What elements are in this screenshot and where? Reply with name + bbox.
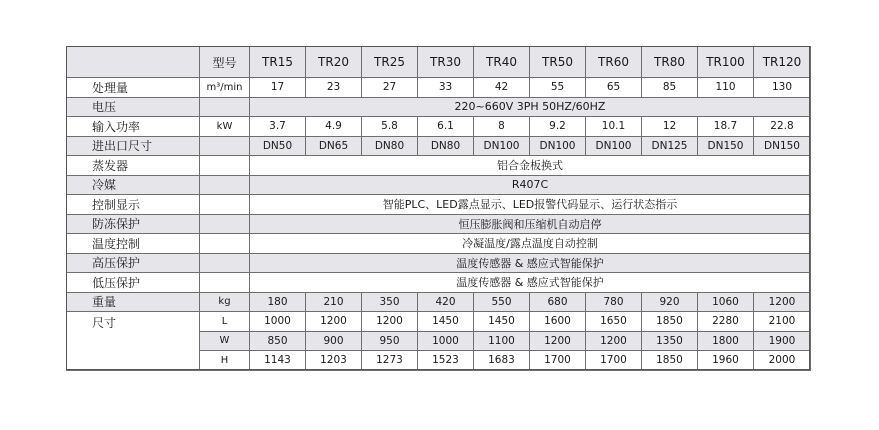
value-cell: DN65 <box>306 136 362 156</box>
dimension-unit: H <box>200 351 250 371</box>
dimension-value: 1000 <box>250 312 306 332</box>
table-row <box>67 136 811 156</box>
value-cell: 1060 <box>698 292 754 312</box>
dimension-value: 1200 <box>586 331 642 351</box>
dimension-unit: W <box>200 331 250 351</box>
dimension-value: 1800 <box>698 331 754 351</box>
spanned-value: 冷凝温度/露点温度自动控制 <box>250 234 811 254</box>
dimension-value: 900 <box>306 331 362 351</box>
row-unit <box>200 234 250 254</box>
dimension-label: 尺寸 <box>67 312 200 371</box>
row-label: 防冻保护 <box>67 214 200 234</box>
value-cell: DN150 <box>698 136 754 156</box>
value-cell: 42 <box>474 78 530 98</box>
dimension-value: 1700 <box>530 351 586 371</box>
value-cell: DN100 <box>474 136 530 156</box>
dimension-value: 1203 <box>306 351 362 371</box>
value-cell: 550 <box>474 292 530 312</box>
value-cell: 6.1 <box>418 117 474 137</box>
dimension-value: 1350 <box>642 331 698 351</box>
value-cell: DN150 <box>754 136 811 156</box>
value-cell: 9.2 <box>530 117 586 137</box>
value-cell: 55 <box>530 78 586 98</box>
spanned-value: 铝合金板换式 <box>250 156 811 176</box>
row-unit <box>200 273 250 293</box>
model-header: TR40 <box>474 47 530 78</box>
row-label: 高压保护 <box>67 253 200 273</box>
value-cell: 22.8 <box>754 117 811 137</box>
header-row <box>67 47 811 78</box>
dimension-value: 1200 <box>306 312 362 332</box>
dimension-value: 850 <box>250 331 306 351</box>
table-row <box>67 156 811 176</box>
value-cell: 12 <box>642 117 698 137</box>
row-unit: kW <box>200 117 250 137</box>
row-label: 重量 <box>67 292 200 312</box>
value-cell: 4.9 <box>306 117 362 137</box>
table-row <box>67 97 811 117</box>
value-cell: DN50 <box>250 136 306 156</box>
value-cell: 350 <box>362 292 418 312</box>
dimension-value: 2280 <box>698 312 754 332</box>
dimension-value: 1143 <box>250 351 306 371</box>
value-cell: 180 <box>250 292 306 312</box>
value-cell: 780 <box>586 292 642 312</box>
dimension-value: 1450 <box>418 312 474 332</box>
row-unit: m³/min <box>200 78 250 98</box>
dimension-value: 1200 <box>530 331 586 351</box>
header-model-label: 型号 <box>200 47 250 78</box>
spanned-value: 智能PLC、LED露点显示、LED报警代码显示、运行状态指示 <box>250 195 811 215</box>
value-cell: 210 <box>306 292 362 312</box>
row-label: 低压保护 <box>67 273 200 293</box>
row-unit <box>200 136 250 156</box>
table-row <box>67 234 811 254</box>
model-header: TR30 <box>418 47 474 78</box>
row-unit <box>200 253 250 273</box>
value-cell: 18.7 <box>698 117 754 137</box>
row-label: 控制显示 <box>67 195 200 215</box>
value-cell: 5.8 <box>362 117 418 137</box>
value-cell: 8 <box>474 117 530 137</box>
row-label: 处理量 <box>67 78 200 98</box>
spanned-value: R407C <box>250 175 811 195</box>
spanned-value: 220~660V 3PH 50HZ/60HZ <box>250 97 811 117</box>
table-row <box>67 214 811 234</box>
dimension-value: 1100 <box>474 331 530 351</box>
table-row <box>67 117 811 137</box>
value-cell: 33 <box>418 78 474 98</box>
dimension-value: 1850 <box>642 351 698 371</box>
dimension-unit: L <box>200 312 250 332</box>
row-label: 蒸发器 <box>67 156 200 176</box>
dimension-value: 1900 <box>754 331 811 351</box>
row-label: 冷媒 <box>67 175 200 195</box>
model-header: TR20 <box>306 47 362 78</box>
table-row <box>67 78 811 98</box>
row-unit <box>200 97 250 117</box>
dimension-value: 1200 <box>362 312 418 332</box>
value-cell: 130 <box>754 78 811 98</box>
header-label-cell <box>67 47 200 78</box>
value-cell: DN80 <box>418 136 474 156</box>
dimension-value: 1523 <box>418 351 474 371</box>
spanned-value: 恒压膨胀阀和压缩机自动启停 <box>250 214 811 234</box>
dimension-value: 1683 <box>474 351 530 371</box>
value-cell: DN125 <box>642 136 698 156</box>
row-unit: kg <box>200 292 250 312</box>
dimension-value: 2000 <box>754 351 811 371</box>
dimension-value: 1600 <box>530 312 586 332</box>
dimension-value: 1273 <box>362 351 418 371</box>
dimension-row <box>67 312 811 332</box>
row-label: 温度控制 <box>67 234 200 254</box>
value-cell: 420 <box>418 292 474 312</box>
dimension-value: 950 <box>362 331 418 351</box>
dimension-value: 1960 <box>698 351 754 371</box>
table-row <box>67 253 811 273</box>
value-cell: DN100 <box>586 136 642 156</box>
table-row <box>67 273 811 293</box>
model-header: TR100 <box>698 47 754 78</box>
model-header: TR80 <box>642 47 698 78</box>
row-label: 电压 <box>67 97 200 117</box>
table-row <box>67 175 811 195</box>
value-cell: 17 <box>250 78 306 98</box>
spanned-value: 温度传感器 & 感应式智能保护 <box>250 253 811 273</box>
row-unit <box>200 195 250 215</box>
value-cell: 110 <box>698 78 754 98</box>
dimension-value: 1850 <box>642 312 698 332</box>
row-unit <box>200 156 250 176</box>
dimension-value: 1000 <box>418 331 474 351</box>
spanned-value: 温度传感器 & 感应式智能保护 <box>250 273 811 293</box>
value-cell: 65 <box>586 78 642 98</box>
row-label: 进出口尺寸 <box>67 136 200 156</box>
dimension-value: 1700 <box>586 351 642 371</box>
value-cell: DN100 <box>530 136 586 156</box>
value-cell: 85 <box>642 78 698 98</box>
value-cell: 23 <box>306 78 362 98</box>
table-row <box>67 195 811 215</box>
model-header: TR60 <box>586 47 642 78</box>
model-header: TR50 <box>530 47 586 78</box>
value-cell: 27 <box>362 78 418 98</box>
value-cell: DN80 <box>362 136 418 156</box>
spec-table <box>66 46 811 371</box>
row-unit <box>200 214 250 234</box>
value-cell: 1200 <box>754 292 811 312</box>
dimension-value: 1650 <box>586 312 642 332</box>
value-cell: 680 <box>530 292 586 312</box>
model-header: TR120 <box>754 47 811 78</box>
model-header: TR25 <box>362 47 418 78</box>
dimension-value: 2100 <box>754 312 811 332</box>
row-unit <box>200 175 250 195</box>
value-cell: 3.7 <box>250 117 306 137</box>
row-label: 输入功率 <box>67 117 200 137</box>
table-row <box>67 292 811 312</box>
model-header: TR15 <box>250 47 306 78</box>
dimension-value: 1450 <box>474 312 530 332</box>
value-cell: 10.1 <box>586 117 642 137</box>
value-cell: 920 <box>642 292 698 312</box>
